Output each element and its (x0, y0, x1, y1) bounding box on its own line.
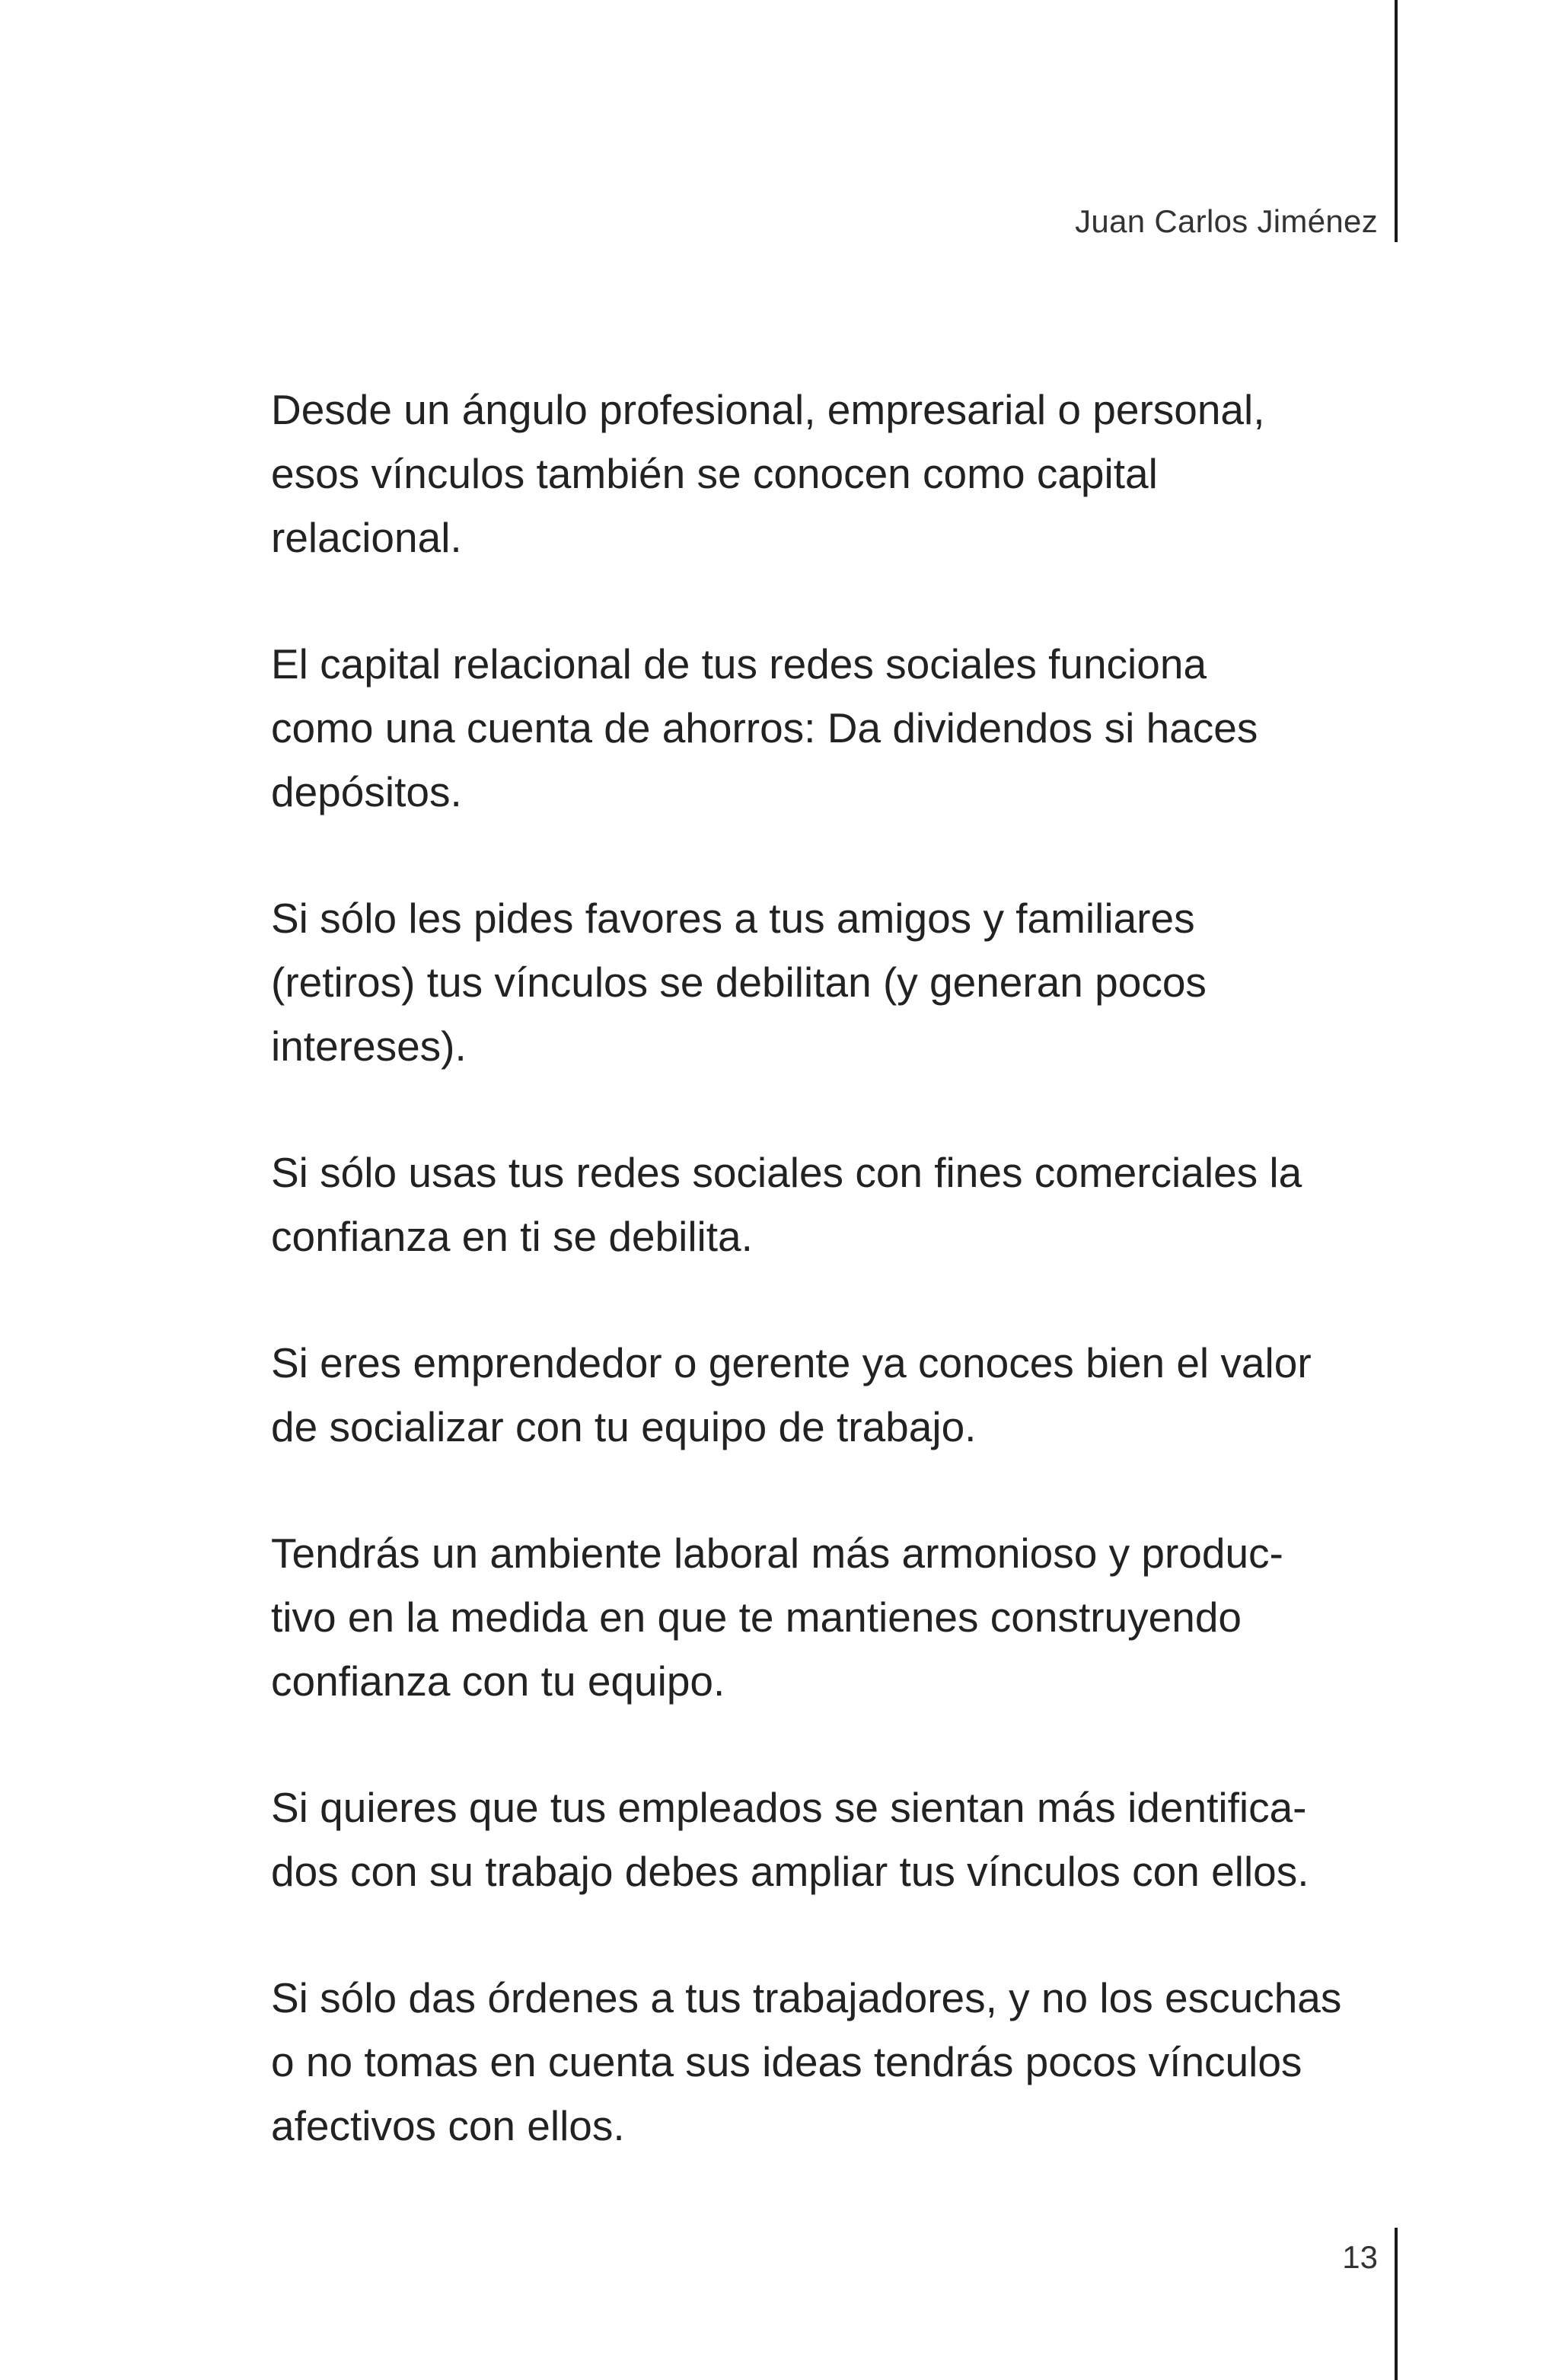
text-line: dos con su trabajo debes ampliar tus vínculos con ellos. (271, 1848, 1309, 1895)
text-line: de socializar con tu equipo de trabajo. (271, 1403, 977, 1450)
text-line: confianza en ti se debilita. (271, 1213, 753, 1260)
text-line: afectivos con ellos. (271, 2102, 625, 2149)
text-line: Si sólo usas tus redes sociales con fines comerciales la (271, 1149, 1302, 1196)
text-line: Tendrás un ambiente laboral más armonioso y produc- (271, 1530, 1283, 1577)
paragraph (271, 1775, 1390, 1903)
running-header-author: Juan Carlos Jiménez (1075, 203, 1378, 239)
text-line: Si sólo les pides favores a tus amigos y familiares (271, 895, 1195, 942)
paragraph (271, 1331, 1390, 1459)
paragraph (271, 378, 1390, 569)
text-line: intereses). (271, 1023, 467, 1070)
paragraph (271, 1966, 1390, 2158)
text-line: Si quieres que tus empleados se sientan más identifica- (271, 1784, 1307, 1831)
text-line: esos vínculos también se conocen como capital (271, 450, 1158, 497)
paragraph (271, 886, 1390, 1078)
page-number: 13 (1342, 2239, 1378, 2275)
text-line: confianza con tu equipo. (271, 1657, 725, 1705)
paragraph (271, 1141, 1390, 1268)
text-line: como una cuenta de ahorros: Da dividendos si haces (271, 704, 1258, 751)
text-line: (retiros) tus vínculos se debilitan (y generan pocos (271, 959, 1207, 1006)
header-vertical-rule (1395, 0, 1398, 242)
text-line: tivo en la medida en que te mantienes construyendo (271, 1594, 1242, 1641)
text-line: Desde un ángulo profesional, empresarial o personal, (271, 386, 1265, 433)
body-text (271, 378, 1390, 2220)
text-line: Si sólo das órdenes a tus trabajadores, y no los escuchas (271, 1974, 1342, 2021)
text-line: depósitos. (271, 768, 462, 815)
footer-vertical-rule (1395, 2228, 1398, 2380)
text-line: Si eres emprendedor o gerente ya conoces bien el valor (271, 1339, 1312, 1386)
text-line: o no tomas en cuenta sus ideas tendrás pocos vínculos (271, 2038, 1302, 2085)
text-line: El capital relacional de tus redes sociales funciona (271, 640, 1207, 688)
paragraph (271, 632, 1390, 824)
paragraph (271, 1521, 1390, 1713)
text-line: relacional. (271, 514, 462, 561)
